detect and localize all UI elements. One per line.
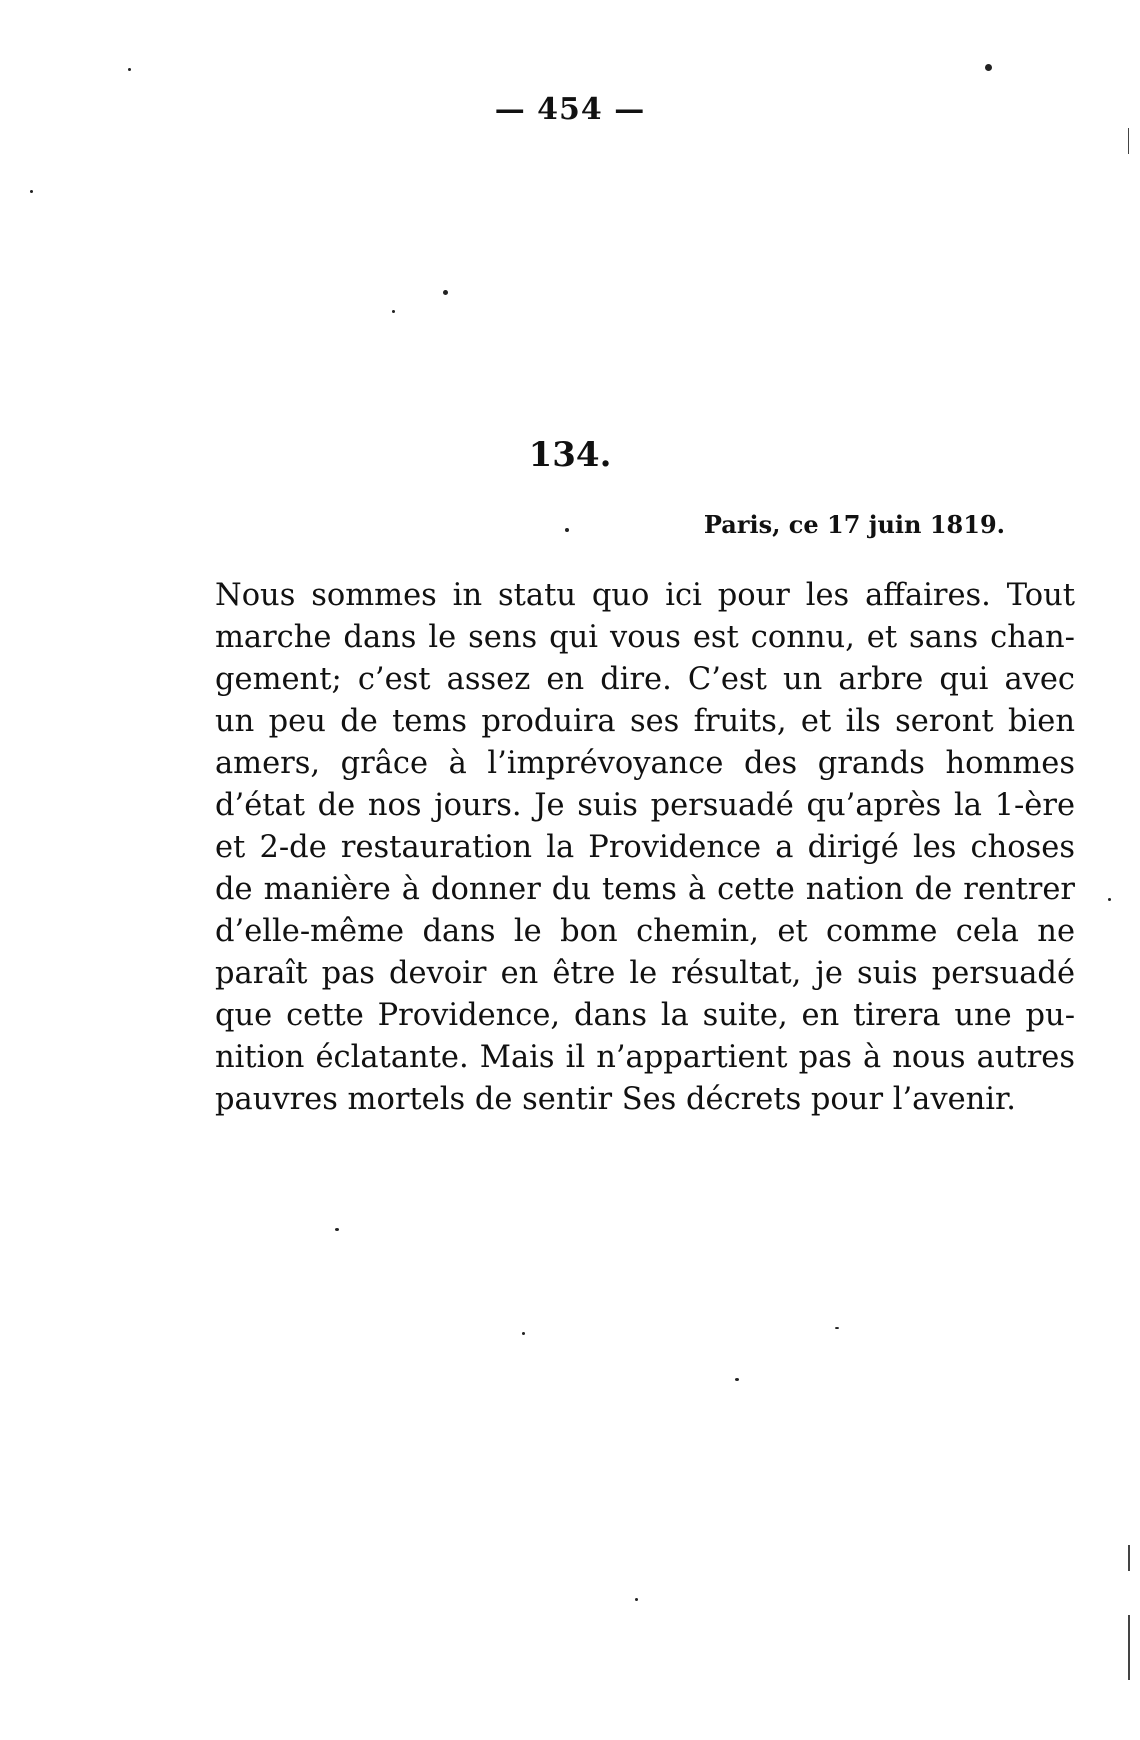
page-number: — 454 — (494, 92, 646, 127)
scan-speck (735, 1378, 739, 1381)
scan-speck (635, 1598, 638, 1601)
text-line: Nous sommes in statu quo ici pour les affaires. Tout (215, 578, 1075, 613)
letter-number: 134. (528, 435, 612, 475)
scan-edge-mark (1128, 1615, 1130, 1680)
scan-speck (30, 190, 33, 193)
scan-speck (392, 310, 395, 313)
scan-speck (128, 68, 131, 71)
text-line: un peu de tems produira ses fruits, et ils seront bien (215, 704, 1075, 739)
scan-speck (443, 290, 448, 295)
scan-speck (522, 1332, 525, 1335)
text-line: nition éclatante. Mais il n’appartient pas à nous autres (215, 1040, 1075, 1075)
text-line: que cette Providence, dans la suite, en tirera une pu- (215, 998, 1075, 1033)
scan-speck (835, 1327, 839, 1329)
text-line: gement; c’est assez en dire. C’est un arbre qui avec (215, 662, 1075, 697)
text-line: pauvres mortels de sentir Ses décrets pour l’avenir. (215, 1082, 1016, 1117)
text-line: d’état de nos jours. Je suis persuadé qu’après la 1-ère (215, 788, 1075, 823)
scan-edge-mark (1128, 128, 1129, 154)
scan-speck (1108, 898, 1111, 901)
text-line: d’elle-même dans le bon chemin, et comme cela ne (215, 914, 1075, 949)
scan-speck (985, 64, 992, 71)
text-line: amers, grâce à l’imprévoyance des grands hommes (215, 746, 1075, 781)
dateline: Paris, ce 17 juin 1819. (703, 510, 1005, 539)
text-line: de manière à donner du tems à cette nation de rentrer (215, 872, 1075, 907)
text-line: paraît pas devoir en être le résultat, je suis persuadé (215, 956, 1075, 991)
text-line: marche dans le sens qui vous est connu, et sans chan- (215, 620, 1075, 655)
text-line: et 2-de restauration la Providence a dirigé les choses (215, 830, 1075, 865)
scan-speck (565, 528, 569, 532)
scan-edge-mark (1128, 1545, 1130, 1571)
scan-speck (335, 1228, 339, 1231)
